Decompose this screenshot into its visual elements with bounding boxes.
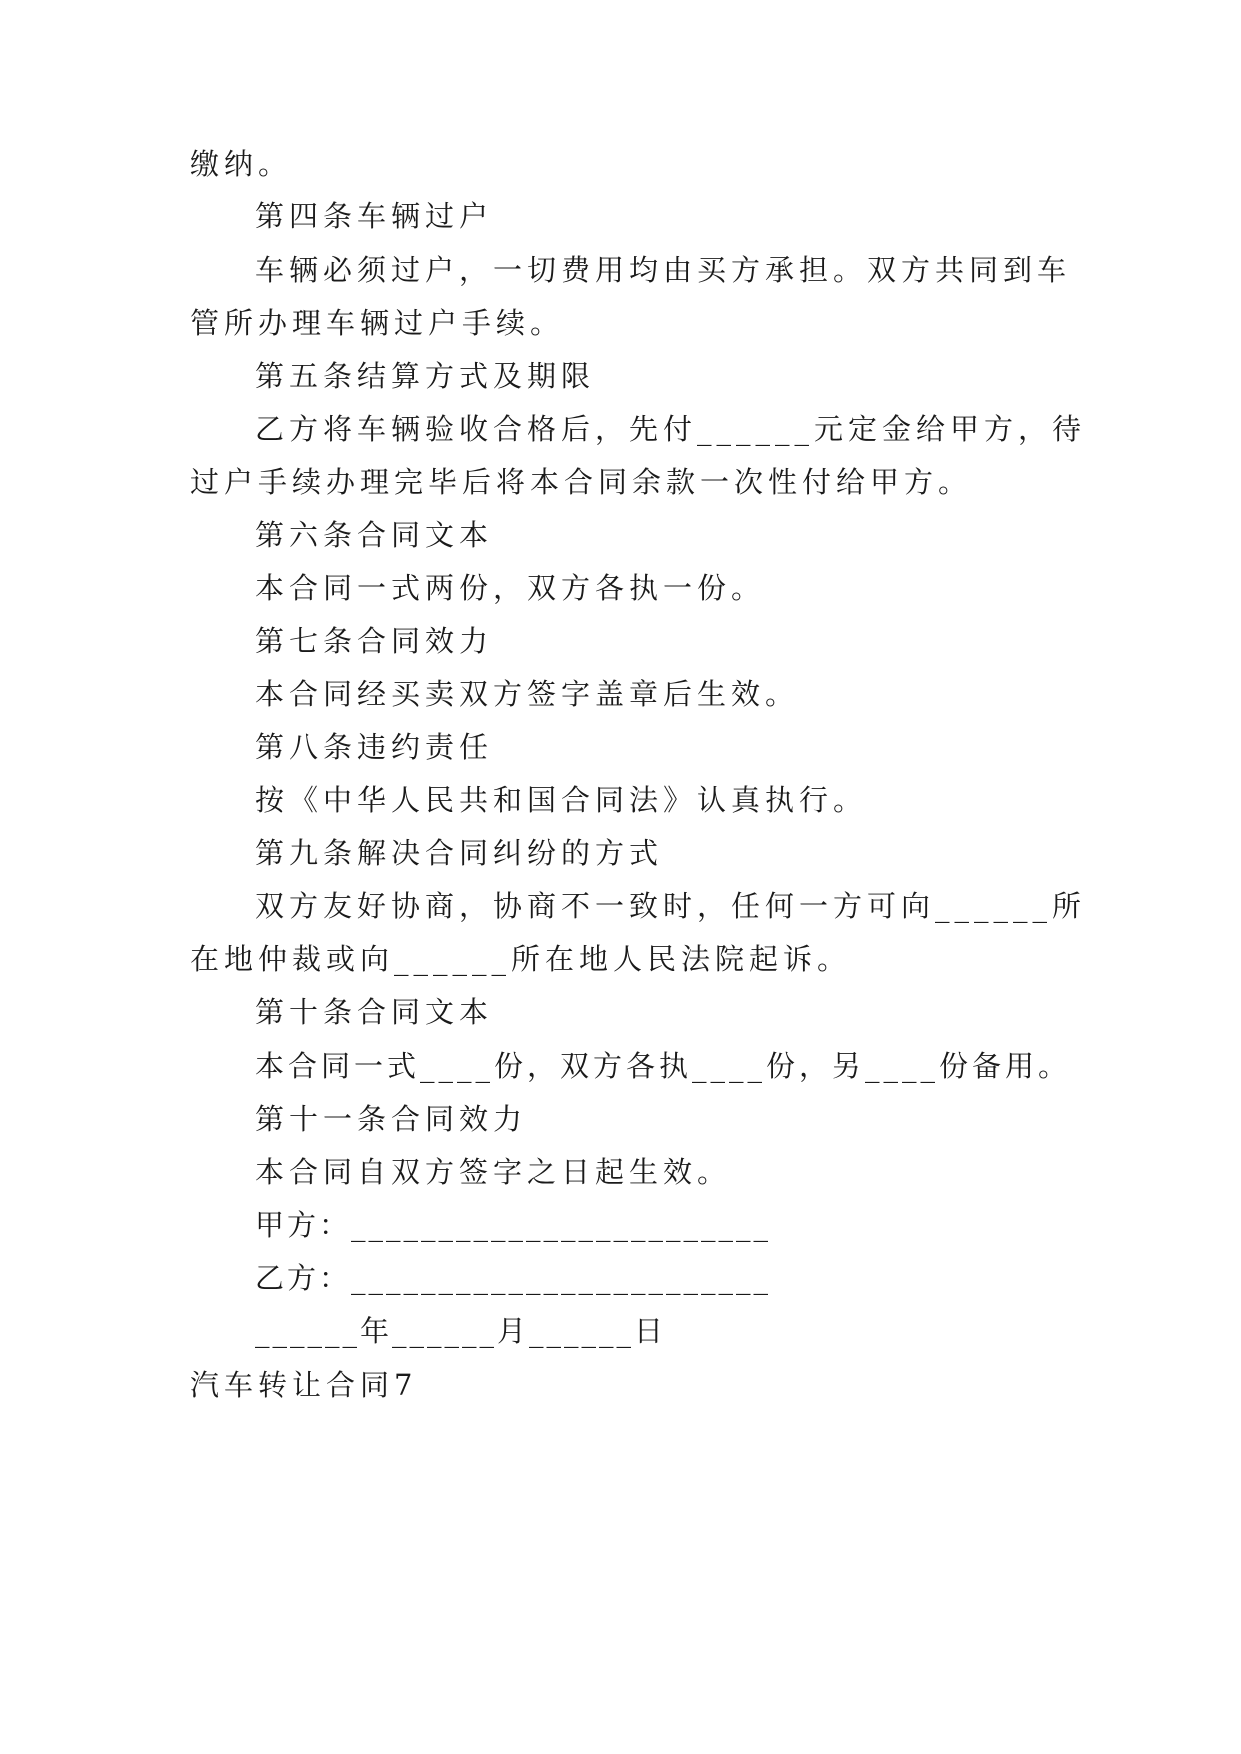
party-a-signature-line: 甲方：________________________ <box>255 1208 772 1242</box>
article-8-text: 按《中华人民共和国合同法》认真执行。 <box>255 783 868 817</box>
article-11-heading: 第十一条合同效力 <box>255 1102 528 1136</box>
article-9-text-line-2: 在地仲裁或向______所在地人民法院起诉。 <box>190 942 852 976</box>
article-5-heading: 第五条结算方式及期限 <box>255 359 596 393</box>
article-6-text: 本合同一式两份，双方各执一份。 <box>255 571 766 605</box>
article-8-heading: 第八条违约责任 <box>255 730 494 764</box>
article-4-heading: 第四条车辆过户 <box>255 199 494 233</box>
party-b-signature-line: 乙方：________________________ <box>255 1261 772 1295</box>
article-7-text: 本合同经买卖双方签字盖章后生效。 <box>255 677 800 711</box>
date-line: ______年______月______日 <box>255 1314 667 1348</box>
article-9-text-line-1: 双方友好协商，协商不一致时，任何一方可向______所 <box>255 889 1087 923</box>
article-4-text-line-2: 管所办理车辆过户手续。 <box>190 306 565 340</box>
article-6-heading: 第六条合同文本 <box>255 518 494 552</box>
article-5-text-line-2: 过户手续办理完毕后将本合同余款一次性付给甲方。 <box>190 465 973 499</box>
article-7-heading: 第七条合同效力 <box>255 624 494 658</box>
article-5-text-line-1: 乙方将车辆验收合格后，先付______元定金给甲方，待 <box>255 412 1087 446</box>
article-10-text: 本合同一式____份，双方各执____份，另____份备用。 <box>255 1049 1072 1083</box>
article-11-text: 本合同自双方签字之日起生效。 <box>255 1155 732 1189</box>
continuation-line: 缴纳。 <box>190 147 293 181</box>
article-4-text-line-1: 车辆必须过户，一切费用均由买方承担。双方共同到车 <box>255 253 1072 287</box>
article-9-heading: 第九条解决合同纠纷的方式 <box>255 836 664 870</box>
next-section-title: 汽车转让合同7 <box>190 1368 418 1402</box>
article-10-heading: 第十条合同文本 <box>255 995 494 1029</box>
